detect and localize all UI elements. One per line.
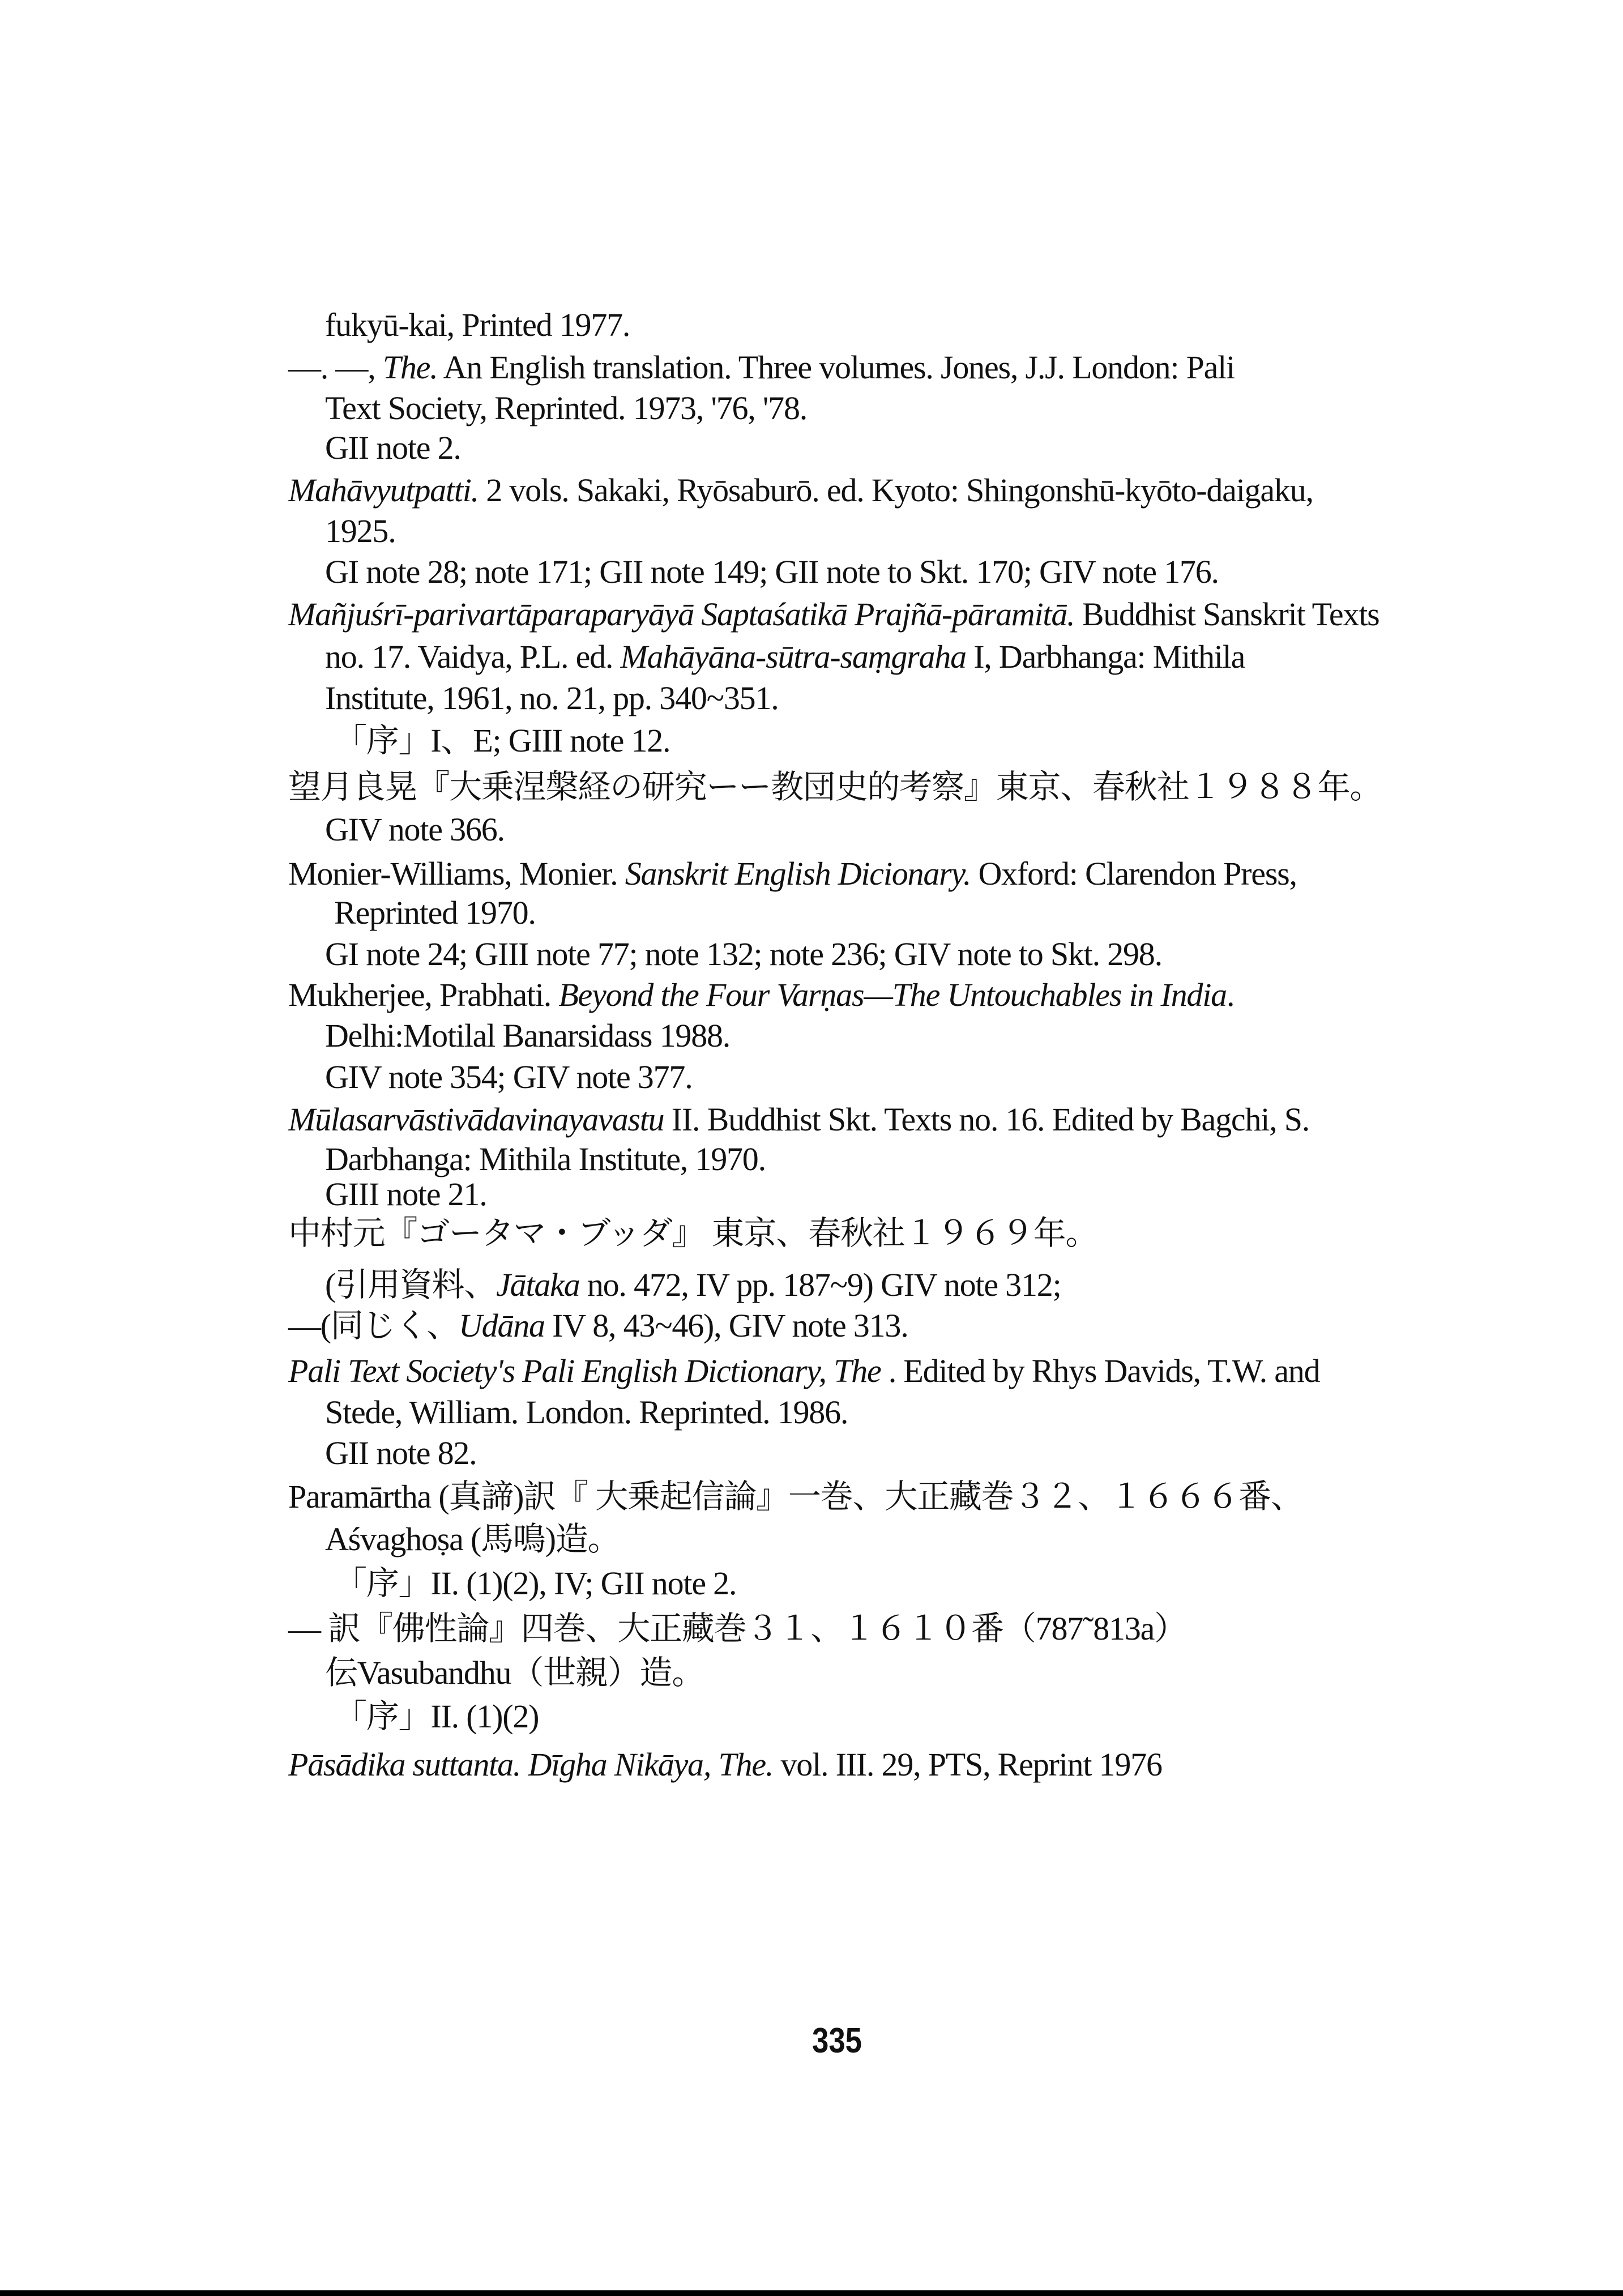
text-segment: GI note 24; GIII note 77; note 132; note 236; GIV note to Skt. 298. <box>325 936 1162 972</box>
scan-edge-bar <box>0 2290 1623 2296</box>
text-segment: Text Society, Reprinted. 1973, '76, '78. <box>325 390 808 426</box>
text-segment: GIV note 354; GIV note 377. <box>325 1059 693 1095</box>
bibliography-continuation-line <box>334 1696 539 1738</box>
text-segment: Institute, 1961, no. 21, pp. 340~351. <box>325 680 779 716</box>
italic-title: Pāsādika suttanta. Dīgha Nikāya, The. <box>288 1746 774 1783</box>
text-segment: 中村元『ゴータマ・ブッダ』 東京、春秋社１９６９年。 <box>288 1215 1098 1252</box>
bibliography-continuation-line <box>325 636 1245 678</box>
text-segment: 1925. <box>325 513 396 549</box>
bibliography-entry-line <box>288 347 1235 389</box>
italic-title: Mahāvyutpatti. <box>288 472 479 509</box>
text-segment: Aśvaghoṣa (馬鳴)造。 <box>325 1521 620 1557</box>
text-segment: Oxford: Clarendon Press, <box>971 855 1297 892</box>
bibliography-entry-line <box>288 1213 1097 1254</box>
bibliography-entry-line <box>288 1744 1162 1786</box>
bibliography-entry-line <box>288 1476 1303 1518</box>
bibliography-entry-line <box>288 1099 1309 1141</box>
text-segment: 「序」I、E; GIII note 12. <box>334 722 670 759</box>
bibliography-continuation-line <box>325 387 807 429</box>
text-segment: 望月良晃『大乗涅槃経の研究ーー教団史的考察』東京、春秋社１９８８年。 <box>288 769 1382 805</box>
text-segment: Buddhist Sanskrit Texts <box>1074 596 1379 633</box>
text-segment: —. —, <box>288 349 383 386</box>
bibliography-continuation-line <box>334 892 536 934</box>
bibliography-entry-line <box>288 470 1313 511</box>
bibliography-continuation-line <box>334 720 670 762</box>
italic-title: Mañjuśrī-parivartāparaparyāyā Saptaśatikā Prajñā-pāramitā. <box>288 596 1075 633</box>
text-segment: . <box>1226 976 1235 1013</box>
text-segment: vol. III. 29, PTS, Reprint 1976 <box>773 1746 1162 1783</box>
italic-title: Mahāyāna-sūtra-saṃgraha <box>620 638 966 675</box>
bibliography-continuation-line <box>325 1056 693 1098</box>
bibliography-continuation-line <box>325 1392 848 1433</box>
bibliography-continuation-line <box>325 1652 704 1694</box>
text-segment: 「序」II. (1)(2), IV; GII note 2. <box>334 1565 737 1602</box>
text-segment: GII note 2. <box>325 429 461 466</box>
text-segment: 2 vols. Sakaki, Ryōsaburō. ed. Kyoto: Shingonshū-kyōto-daigaku, <box>478 472 1313 509</box>
text-segment: Monier-Williams, Monier. <box>288 855 625 892</box>
text-segment: (引用資料、 <box>325 1266 497 1303</box>
text-segment: Stede, William. London. Reprinted. 1986. <box>325 1394 848 1431</box>
bibliography-continuation-line <box>325 1518 620 1560</box>
text-segment: Mukherjee, Prabhati. <box>288 976 559 1013</box>
bibliography-continuation-line <box>325 933 1162 975</box>
italic-title: Jātaka <box>496 1266 580 1303</box>
bibliography-continuation-line <box>325 1173 487 1215</box>
bibliography-continuation-line <box>325 677 779 719</box>
bibliography-entry-line <box>288 594 1379 635</box>
italic-title: Pali Text Society's Pali English Dictionary, The <box>288 1352 881 1389</box>
text-segment: —(同じく、 <box>288 1307 459 1344</box>
text-segment: GII note 82. <box>325 1435 477 1471</box>
bibliography-continuation-line <box>325 809 505 851</box>
text-segment: Paramārtha (真諦)訳『 大乗起信論』一巻、大正藏巻３２、１６６６番、 <box>288 1478 1303 1515</box>
text-segment: fukyū-kai, Printed 1977. <box>325 306 630 343</box>
text-segment: Delhi:Motilal Banarsidass 1988. <box>325 1017 731 1054</box>
text-segment: no. 17. Vaidya, P.L. ed. <box>325 638 621 675</box>
text-segment: GIV note 366. <box>325 811 505 848</box>
bibliography-entry-line <box>288 1350 1319 1392</box>
bibliography-continuation-line <box>325 510 396 552</box>
text-segment: 伝Vasubandhu（世親）造。 <box>325 1654 704 1691</box>
bibliography-continuation-line <box>325 551 1219 593</box>
text-segment: Reprinted 1970. <box>334 894 536 931</box>
text-segment: 「序」II. (1)(2) <box>334 1698 539 1735</box>
bibliography-continuation-line <box>325 1264 1061 1306</box>
italic-title: Sanskrit English Dicionary. <box>625 855 971 892</box>
italic-title: Beyond the Four Varṇas—The Untouchables in India <box>558 976 1227 1013</box>
text-segment: GI note 28; note 171; GII note 149; GII note to Skt. 170; GIV note 176. <box>325 553 1219 590</box>
text-segment: I, Darbhanga: Mithila <box>966 638 1245 675</box>
bibliography-continuation-line <box>325 427 461 469</box>
bibliography-entry-line <box>288 853 1297 895</box>
bibliography-continuation-line <box>325 304 630 346</box>
text-segment: — 訳『佛性論』四巻、大正藏巻３１、１６１０番（787˜813a） <box>288 1610 1186 1647</box>
text-segment: . Edited by Rhys Davids, T.W. and <box>881 1352 1320 1389</box>
text-segment: Darbhanga: Mithila Institute, 1970. <box>325 1141 766 1177</box>
page-number: 335 <box>812 2021 862 2060</box>
text-segment: II. Buddhist Skt. Texts no. 16. Edited by Bagchi, S. <box>664 1101 1310 1138</box>
bibliography-continuation-line <box>325 1015 730 1057</box>
bibliography-entry-line <box>288 766 1382 808</box>
italic-title: The. <box>382 349 438 386</box>
bibliography-entry-line <box>288 974 1234 1016</box>
italic-title: Mūlasarvāstivādavinayavastu <box>288 1101 664 1138</box>
italic-title: Udāna <box>458 1307 545 1344</box>
text-segment: GIII note 21. <box>325 1176 487 1213</box>
bibliography-entry-line <box>288 1305 908 1347</box>
text-segment: An English translation. Three volumes. Jones, J.J. London: Pali <box>437 349 1235 386</box>
bibliography-continuation-line <box>325 1432 476 1474</box>
text-segment: no. 472, IV pp. 187~9) GIV note 312; <box>579 1266 1061 1303</box>
bibliography-continuation-line <box>334 1563 736 1604</box>
bibliography-entry-line <box>288 1608 1186 1650</box>
text-segment: IV 8, 43~46), GIV note 313. <box>544 1307 908 1344</box>
